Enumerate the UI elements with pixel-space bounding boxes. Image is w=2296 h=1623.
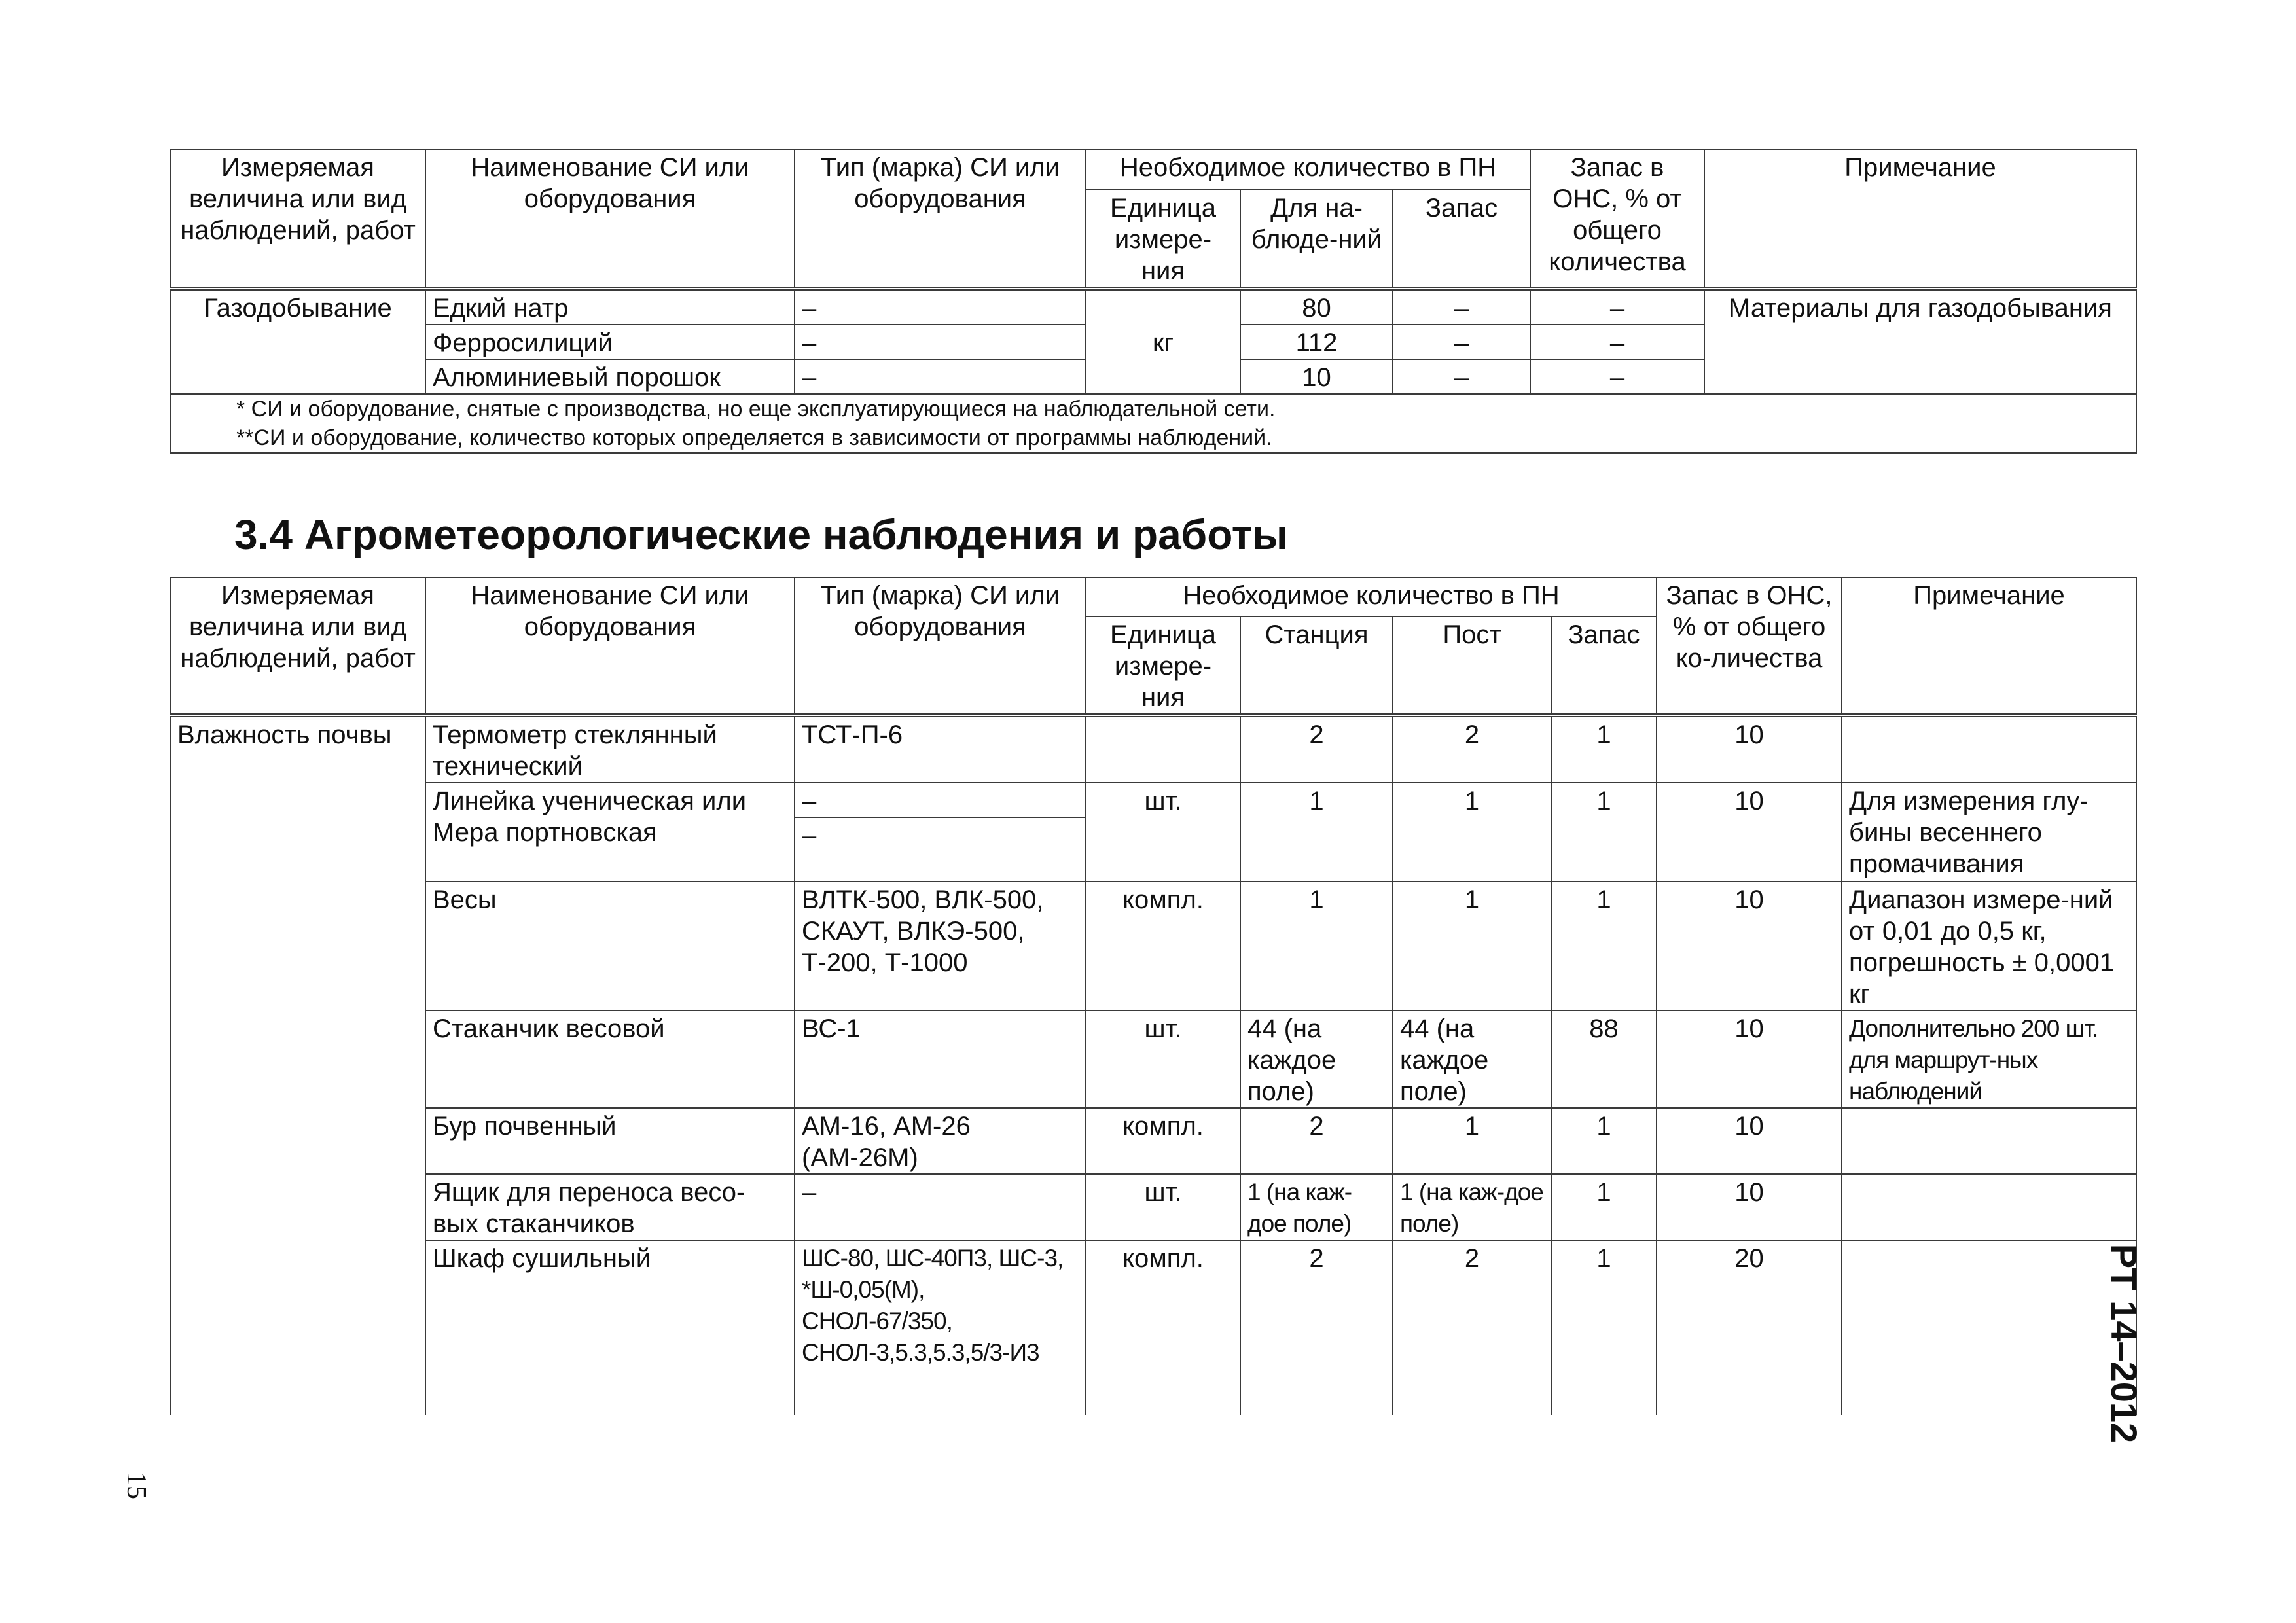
type-cell: – xyxy=(795,359,1086,394)
note-cell xyxy=(1842,1108,2136,1174)
post-cell: 1 xyxy=(1393,1108,1551,1174)
header-unit: Единица измере-ния xyxy=(1086,616,1240,715)
type-cell: АМ-16, АМ-26 (АМ-26М) xyxy=(795,1108,1086,1174)
name-cell: Термометр стеклянный технический xyxy=(425,715,795,783)
header-name: Наименование СИ или оборудования xyxy=(425,577,795,715)
equipment-table-agrometeorology xyxy=(170,577,2137,1415)
table-row xyxy=(170,882,2136,1010)
header-type: Тип (марка) СИ или оборудования xyxy=(795,577,1086,715)
type-cell: – xyxy=(795,289,1086,325)
post-cell: 2 xyxy=(1393,715,1551,783)
table-row-continued xyxy=(170,1371,2136,1415)
group-cell: Газодобывание xyxy=(170,289,425,394)
station-cell: 1 (на каж-дое поле) xyxy=(1240,1174,1393,1240)
post-cell: 1 (на каж-дое поле) xyxy=(1393,1174,1551,1240)
reserve-cell: 1 xyxy=(1551,1174,1657,1240)
page-number: 15 xyxy=(121,1472,151,1499)
table-row xyxy=(170,289,2136,325)
header-station: Станция xyxy=(1240,616,1393,715)
unit-cell: компл. xyxy=(1086,1108,1240,1174)
station-cell: 1 xyxy=(1240,783,1393,882)
note-cell xyxy=(1842,1174,2136,1240)
note-cell: Для измерения глу-бины весеннего промачивания xyxy=(1842,783,2136,882)
for-observations-cell: 10 xyxy=(1240,359,1393,394)
type-cell: ВЛТК-500, ВЛК-500, СКАУТ, ВЛКЭ-500, Т-200, Т-1000 xyxy=(795,882,1086,1010)
reserve-cell: – xyxy=(1393,325,1530,359)
station-cell: 1 xyxy=(1240,882,1393,1010)
station-cell: 2 xyxy=(1240,715,1393,783)
reserve-cell: 1 xyxy=(1551,882,1657,1010)
header-reserve: Запас xyxy=(1551,616,1657,715)
footnotes xyxy=(170,394,2136,453)
type-cell: ВС-1 xyxy=(795,1010,1086,1108)
header-note: Примечание xyxy=(1704,149,2136,289)
name-cell: Алюминиевый порошок xyxy=(425,359,795,394)
table-row xyxy=(170,1240,2136,1371)
stock-cell: 10 xyxy=(1657,1108,1842,1174)
note-cell xyxy=(1842,715,2136,783)
name-cell: Бур почвенный xyxy=(425,1108,795,1174)
name-cell: Весы xyxy=(425,882,795,1010)
type-cell: – xyxy=(795,817,1086,882)
reserve-cell: 1 xyxy=(1551,783,1657,882)
type-cell: – xyxy=(795,783,1086,817)
post-cell: 1 xyxy=(1393,882,1551,1010)
header-measured: Измеряемая величина или вид наблюдений, работ xyxy=(170,577,425,715)
reserve-cell: – xyxy=(1393,289,1530,325)
table-row xyxy=(170,715,2136,783)
header-name: Наименование СИ или оборудования xyxy=(425,149,795,289)
footnote: **СИ и оборудование, количество которых определяется в зависимости от программы наблюдений. xyxy=(236,425,1272,450)
name-cell: Ферросилиций xyxy=(425,325,795,359)
table-row xyxy=(170,1108,2136,1174)
station-cell: 44 (на каждое поле) xyxy=(1240,1010,1393,1108)
table-row xyxy=(170,783,2136,817)
type-cell: ШС-80, ШС-40П3, ШС-3, *Ш-0,05(М), СНОЛ-67/350, СНОЛ-3,5.3,5.3,5/3-И3 xyxy=(795,1240,1086,1371)
stock-cell: 10 xyxy=(1657,715,1842,783)
equipment-table-gas xyxy=(170,149,2137,454)
stock-cell: 10 xyxy=(1657,1174,1842,1240)
post-cell: 44 (на каждое поле) xyxy=(1393,1010,1551,1108)
stock-cell: – xyxy=(1530,359,1704,394)
header-reserve: Запас xyxy=(1393,190,1530,289)
footnote: * СИ и оборудование, снятые с производства, но еще эксплуатирующиеся на наблюдательной сети. xyxy=(236,397,1276,421)
unit-cell: компл. xyxy=(1086,882,1240,1010)
type-cell: – xyxy=(795,1174,1086,1240)
stock-cell: 10 xyxy=(1657,783,1842,882)
header-type: Тип (марка) СИ или оборудования xyxy=(795,149,1086,289)
name-cell: Стаканчик весовой xyxy=(425,1010,795,1108)
header-measured: Измеряемая величина или вид наблюдений, работ xyxy=(170,149,425,289)
header-stock: Запас в ОНС, % от общего количества xyxy=(1530,149,1704,289)
stock-cell: – xyxy=(1530,325,1704,359)
unit-cell: компл. xyxy=(1086,1240,1240,1371)
reserve-cell: – xyxy=(1393,359,1530,394)
stock-cell: 10 xyxy=(1657,882,1842,1010)
type-cell: – xyxy=(795,325,1086,359)
unit-cell: шт. xyxy=(1086,1174,1240,1240)
reserve-cell: 1 xyxy=(1551,1108,1657,1174)
header-for-observations: Для на-блюде-ний xyxy=(1240,190,1393,289)
note-cell: Материалы для газодобывания xyxy=(1704,289,2136,394)
stock-cell: 10 xyxy=(1657,1010,1842,1108)
reserve-cell: 88 xyxy=(1551,1010,1657,1108)
table-row xyxy=(170,1174,2136,1240)
name-cell: Линейка ученическая или Мера портновская xyxy=(425,783,795,882)
name-cell: Едкий натр xyxy=(425,289,795,325)
table-row xyxy=(170,1010,2136,1108)
header-required: Необходимое количество в ПН xyxy=(1086,149,1530,190)
section-title: 3.4 Агрометеорологические наблюдения и работы xyxy=(234,511,1288,558)
unit-cell: шт. xyxy=(1086,1010,1240,1108)
document-code: РТ 14–2012 xyxy=(2104,1243,2145,1444)
unit-cell: кг xyxy=(1086,289,1240,394)
unit-cell: шт. xyxy=(1086,783,1240,882)
header-unit: Единица измере-ния xyxy=(1086,190,1240,289)
for-observations-cell: 112 xyxy=(1240,325,1393,359)
header-note: Примечание xyxy=(1842,577,2136,715)
header-required: Необходимое количество в ПН xyxy=(1086,577,1657,616)
stock-cell: – xyxy=(1530,289,1704,325)
unit-cell xyxy=(1086,715,1240,783)
name-cell: Ящик для переноса весо-вых стаканчиков xyxy=(425,1174,795,1240)
stock-cell: 20 xyxy=(1657,1240,1842,1371)
post-cell: 1 xyxy=(1393,783,1551,882)
post-cell: 2 xyxy=(1393,1240,1551,1371)
name-cell: Шкаф сушильный xyxy=(425,1240,795,1371)
header-post: Пост xyxy=(1393,616,1551,715)
station-cell: 2 xyxy=(1240,1108,1393,1174)
note-cell xyxy=(1842,1240,2136,1371)
header-stock: Запас в ОНС, % от общего ко-личества xyxy=(1657,577,1842,715)
note-cell: Дополнительно 200 шт. для маршрут-ных наблюдений xyxy=(1842,1010,2136,1108)
for-observations-cell: 80 xyxy=(1240,289,1393,325)
station-cell: 2 xyxy=(1240,1240,1393,1371)
reserve-cell: 1 xyxy=(1551,1240,1657,1371)
reserve-cell: 1 xyxy=(1551,715,1657,783)
note-cell: Диапазон измере-ний от 0,01 до 0,5 кг, погрешность ± 0,0001 кг xyxy=(1842,882,2136,1010)
group-cell: Влажность почвы xyxy=(170,715,425,1415)
type-cell: ТСТ-П-6 xyxy=(795,715,1086,783)
